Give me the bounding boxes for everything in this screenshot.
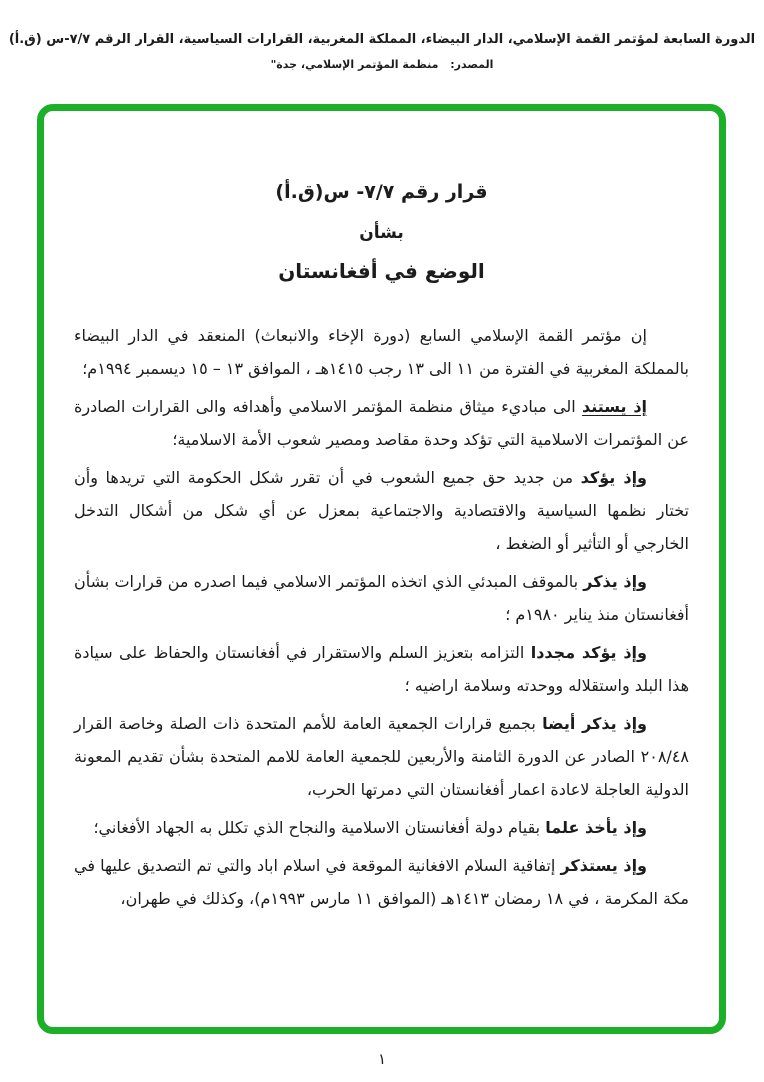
paragraph-lead: وإذ يؤكد مجددا: [530, 643, 647, 662]
header-source-line: [0, 58, 764, 71]
paragraph-text: بجميع قرارات الجمعية العامة للأمم المتحدة ذات الصلة وخاصة القرار ٢٠٨/٤٨ الصادر عن الدورة الثامنة والأربعين للجمعية العامة للامم المتحدة بشأن تقديم المعونة الدولية العاجلة لاعادة اعمار أفغانستان التي دمرتها الحرب،: [74, 714, 689, 799]
paragraph-text: إتفاقية السلام الافغانية الموقعة في اسلام اباد والتي تم التصديق عليها في مكة المكرمة ، في ١٨ رمضان ١٤١٣هـ (الموافق ١١ مارس ١٩٩٣م)، وكذلك في طهران،: [74, 856, 689, 908]
paragraph-lead: وإذ يستذكر: [560, 856, 647, 875]
preamble-paragraph: [74, 636, 689, 702]
source-value: منظمة المؤتمر الإسلامي، جدة": [270, 58, 439, 71]
paragraph-lead: إذ يستند: [581, 397, 648, 416]
document-header: [0, 32, 764, 71]
preamble-paragraph: [74, 390, 689, 456]
page-number: ١: [377, 1050, 387, 1068]
paragraph-lead: وإذ يذكر: [583, 572, 647, 591]
paragraph-text: من جديد حق جميع الشعوب في أن تقرر شكل الحكومة التي تريدها وأن تختار نظمها السياسية والاقتصادية والاجتماعية بمعزل عن أي شكل من أشكال التدخل الخارجي أو التأثير أو الضغط ،: [74, 468, 689, 553]
paragraph-text: إن مؤتمر القمة الإسلامي السابع (دورة الإخاء والانبعاث) المنعقد في الدار البيضاء بالمملكة المغربية في الفترة من ١١ الى ١٣ رجب ١٤١٥هـ ، الموافق ١٣ – ١٥ ديسمبر ١٩٩٤م؛: [74, 326, 689, 378]
preamble-paragraph: [74, 811, 689, 844]
source-label: المصدر:: [450, 58, 494, 71]
paragraph-text: بقيام دولة أفغانستان الاسلامية والنجاح الذي تكلل به الجهاد الأفغاني؛: [93, 818, 541, 837]
paragraph-lead: وإذ يؤكد: [580, 468, 647, 487]
paragraph-text: الى مباديء ميثاق منظمة المؤتمر الاسلامي وأهدافه والى القرارات الصادرة عن المؤتمرات الاسلامية التي تؤكد وحدة مقاصد ومصير شعوب الأمة الاسلامية؛: [74, 397, 689, 449]
preamble-section: [74, 319, 689, 915]
preamble-paragraph: [74, 565, 689, 631]
preamble-paragraph: [74, 319, 689, 385]
paragraph-text: التزامه بتعزيز السلم والاستقرار في أفغانستان والحفاظ على سيادة هذا البلد واستقلاله ووحدته وسلامة اراضيه ؛: [74, 643, 689, 695]
title-connector: بشأن: [359, 223, 404, 243]
paragraph-text: بالموقف المبدئي الذي اتخذه المؤتمر الاسلامي فيما اصدره من قرارات بشأن أفغانستان منذ يناير ١٩٨٠م ؛: [74, 572, 689, 624]
preamble-paragraph: [74, 849, 689, 915]
preamble-paragraph: [74, 461, 689, 560]
header-citation: الدورة السابعة لمؤتمر القمة الإسلامي، الدار البيضاء، المملكة المغربية، القرارات السياسية، القرار الرقم ٧/٧-س (ق.أ): [8, 32, 756, 47]
resolution-border-frame: [37, 104, 726, 1034]
paragraph-lead: وإذ يذكر أيضا: [542, 714, 648, 733]
resolution-subject-title: الوضع في أفغانستان: [278, 259, 485, 283]
resolution-title-block: [74, 181, 689, 283]
resolution-number-title: قرار رقم ٧/٧- س(ق.أ): [275, 181, 488, 203]
paragraph-lead: وإذ يأخذ علما: [545, 818, 647, 837]
preamble-paragraph: [74, 707, 689, 806]
